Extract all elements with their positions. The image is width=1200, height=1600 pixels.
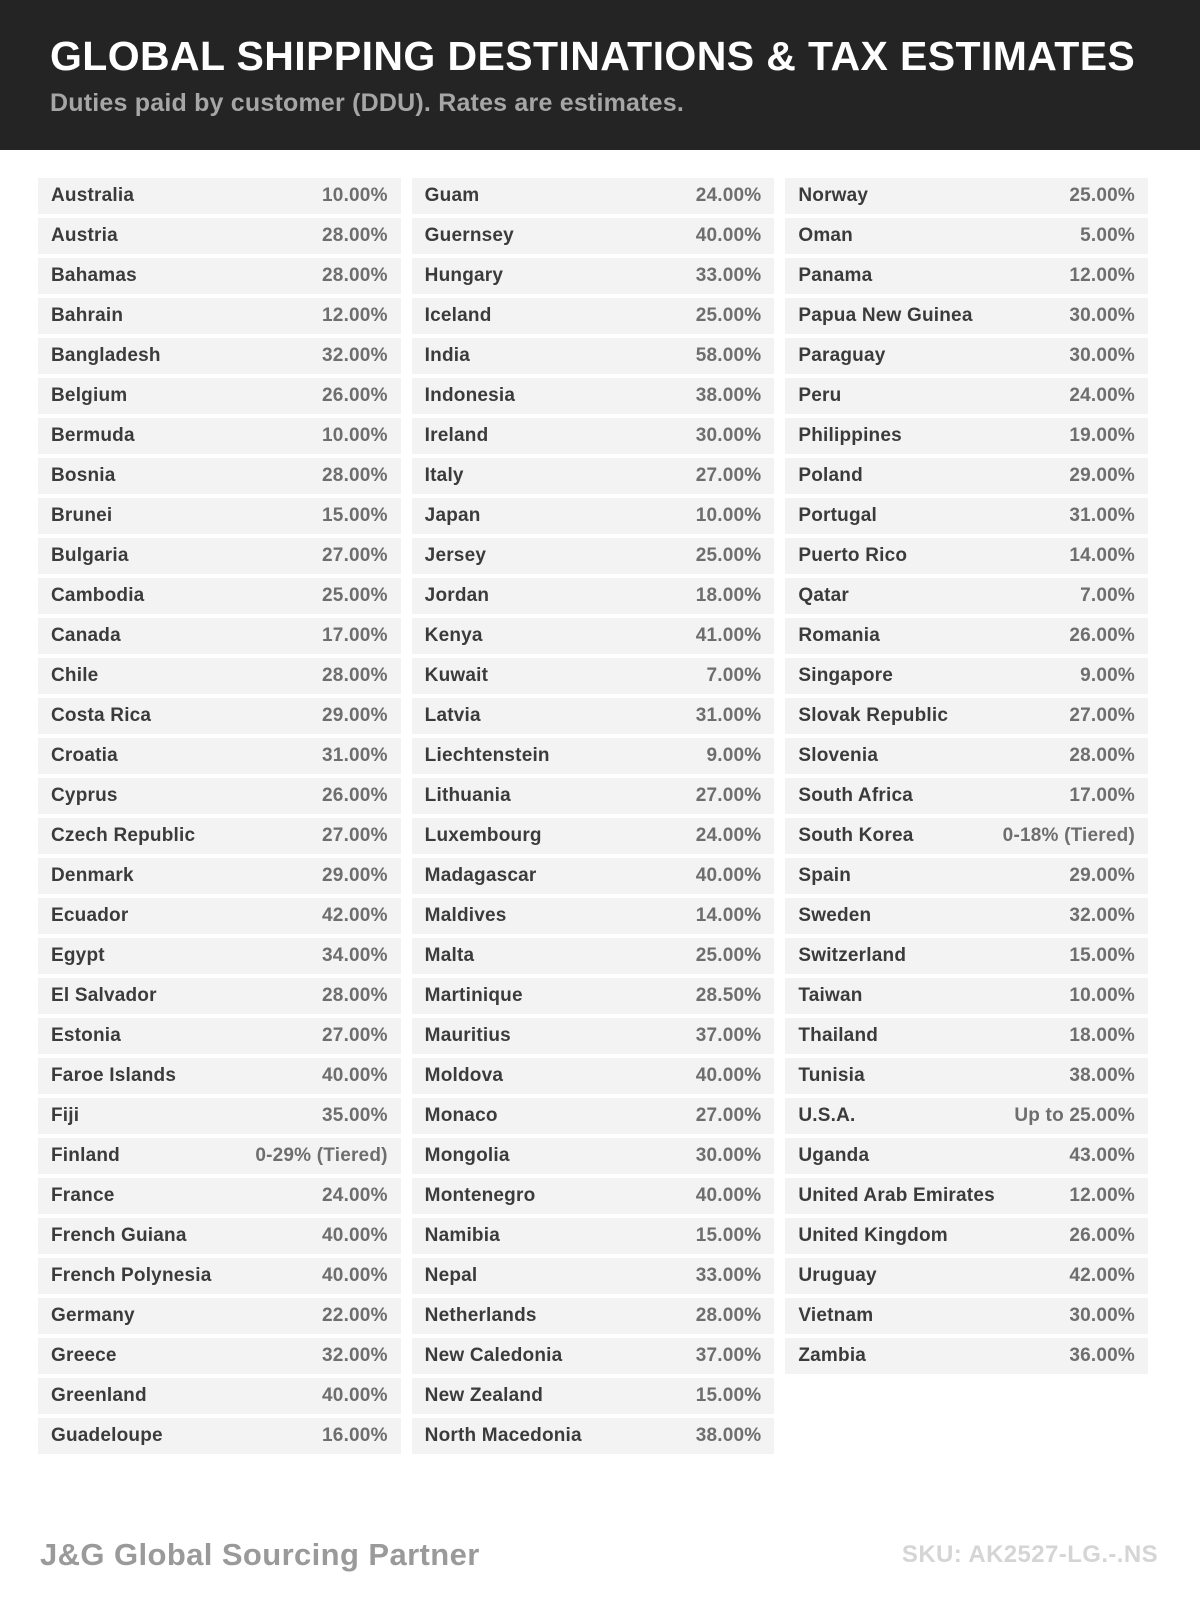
country-name: Fiji	[51, 1105, 80, 1126]
table-row	[38, 498, 401, 534]
table-row	[785, 1338, 1148, 1374]
page-subtitle: Duties paid by customer (DDU). Rates are estimates.	[50, 88, 685, 117]
table-row	[785, 1178, 1148, 1214]
table-row	[412, 658, 775, 694]
table-row	[38, 418, 401, 454]
tax-rate: 9.00%	[1080, 665, 1136, 686]
table-row	[412, 858, 775, 894]
country-name: Hungary	[424, 265, 504, 286]
tax-rate: 28.00%	[322, 665, 388, 686]
tax-rate: 14.00%	[695, 905, 762, 926]
tax-rate: 40.00%	[695, 225, 762, 246]
tax-rate: 9.00%	[706, 745, 762, 766]
tax-rate: 30.00%	[1069, 305, 1136, 326]
tax-rate: 14.00%	[1069, 545, 1136, 566]
tax-rate: 36.00%	[1069, 1345, 1136, 1366]
table-row	[412, 218, 775, 254]
table-row	[412, 498, 775, 534]
table-row	[412, 378, 775, 414]
country-name: Brunei	[51, 505, 113, 526]
country-name: Panama	[798, 265, 873, 286]
country-name: Namibia	[424, 1225, 500, 1246]
table-row	[412, 618, 775, 654]
table-row	[785, 1258, 1148, 1294]
table-row	[412, 1098, 775, 1134]
country-name: Mauritius	[424, 1025, 511, 1046]
table-row	[38, 258, 401, 294]
country-name: Denmark	[51, 865, 134, 886]
country-name: Kenya	[424, 625, 483, 646]
country-name: Ecuador	[51, 905, 129, 926]
country-name: Egypt	[51, 945, 105, 966]
country-name: Latvia	[424, 705, 481, 726]
table-row	[785, 218, 1148, 254]
country-name: Qatar	[798, 585, 849, 606]
table-row	[785, 378, 1148, 414]
table-column-1	[38, 178, 401, 1458]
country-name: Taiwan	[798, 985, 863, 1006]
tax-rate: 29.00%	[322, 865, 388, 886]
country-name: Portugal	[798, 505, 878, 526]
tax-rate: 17.00%	[1069, 785, 1136, 806]
country-name: Switzerland	[798, 945, 907, 966]
table-row	[785, 898, 1148, 934]
country-name: French Polynesia	[51, 1265, 212, 1286]
tax-rate: 32.00%	[322, 1345, 388, 1366]
table-row	[38, 458, 401, 494]
tax-rate: 15.00%	[695, 1225, 762, 1246]
country-name: Montenegro	[424, 1185, 536, 1206]
table-row	[785, 298, 1148, 334]
tax-rate: 15.00%	[322, 505, 388, 526]
table-row	[785, 418, 1148, 454]
table-row	[38, 578, 401, 614]
tax-rate: 38.00%	[695, 1425, 762, 1446]
country-name: Kuwait	[424, 665, 489, 686]
table-row	[412, 1378, 775, 1414]
tax-rate: 31.00%	[695, 705, 762, 726]
table-row	[38, 858, 401, 894]
table-row	[38, 298, 401, 334]
country-name: Mongolia	[424, 1145, 510, 1166]
brand-name: J&G Global Sourcing Partner	[40, 1537, 480, 1572]
tax-rate: 26.00%	[1069, 1225, 1136, 1246]
tax-rate: 27.00%	[322, 1025, 388, 1046]
tax-rate: 40.00%	[322, 1265, 388, 1286]
tax-rate: 30.00%	[695, 1145, 762, 1166]
tax-rate: 38.00%	[695, 385, 762, 406]
country-name: Estonia	[51, 1025, 122, 1046]
country-name: Bosnia	[51, 465, 116, 486]
table-row	[412, 458, 775, 494]
country-name: Indonesia	[424, 385, 516, 406]
tax-rate: 37.00%	[695, 1025, 762, 1046]
tax-rate: 28.00%	[322, 265, 388, 286]
table-row	[785, 978, 1148, 1014]
tax-rate: 26.00%	[1069, 625, 1136, 646]
country-name: United Kingdom	[798, 1225, 948, 1246]
table-row	[412, 698, 775, 734]
table-row	[412, 778, 775, 814]
table-row	[785, 818, 1148, 854]
tax-rate: 32.00%	[1069, 905, 1136, 926]
table-row	[785, 1138, 1148, 1174]
country-name: India	[424, 345, 471, 366]
table-row	[785, 858, 1148, 894]
tax-rate: 12.00%	[1069, 1185, 1136, 1206]
country-name: Cyprus	[51, 785, 118, 806]
tax-rate: 27.00%	[322, 545, 388, 566]
country-name: Faroe Islands	[51, 1065, 177, 1086]
country-name: Bermuda	[51, 425, 135, 446]
table-row	[785, 338, 1148, 374]
tax-rate: 5.00%	[1080, 225, 1136, 246]
country-name: Vietnam	[798, 1305, 874, 1326]
table-row	[412, 298, 775, 334]
tax-rate: 40.00%	[322, 1225, 388, 1246]
tax-rate: 18.00%	[1069, 1025, 1136, 1046]
tax-rate: 40.00%	[695, 1065, 762, 1086]
country-name: Philippines	[798, 425, 902, 446]
table-row	[785, 538, 1148, 574]
table-row	[38, 818, 401, 854]
tax-rate: 30.00%	[1069, 1305, 1136, 1326]
tax-rate: 28.00%	[1069, 745, 1136, 766]
tax-rate: 15.00%	[1069, 945, 1136, 966]
table-row	[785, 698, 1148, 734]
table-row	[38, 218, 401, 254]
tax-rate: 33.00%	[695, 265, 762, 286]
tax-rate: 40.00%	[695, 1185, 762, 1206]
country-name: Poland	[798, 465, 863, 486]
tax-rate: 25.00%	[695, 305, 762, 326]
tax-rate: 24.00%	[695, 825, 762, 846]
country-name: Malta	[424, 945, 475, 966]
table-row	[38, 1138, 401, 1174]
country-name: Italy	[424, 465, 464, 486]
country-name: United Arab Emirates	[798, 1185, 995, 1206]
table-row	[38, 1378, 401, 1414]
country-name: South Africa	[798, 785, 913, 806]
country-name: Puerto Rico	[798, 545, 908, 566]
table-row	[412, 578, 775, 614]
tax-rate: 40.00%	[322, 1065, 388, 1086]
tax-rate: 0-18% (Tiered)	[1002, 825, 1136, 846]
tax-rate: 27.00%	[695, 1105, 762, 1126]
table-row	[412, 898, 775, 934]
table-row	[412, 1218, 775, 1254]
tax-rate: 7.00%	[706, 665, 762, 686]
tax-rate: 10.00%	[322, 425, 388, 446]
tax-rate: 40.00%	[322, 1385, 388, 1406]
tax-rate: 18.00%	[695, 585, 762, 606]
country-name: Liechtenstein	[424, 745, 550, 766]
table-row	[412, 1138, 775, 1174]
table-row	[38, 618, 401, 654]
table-row	[38, 778, 401, 814]
country-name: Slovenia	[798, 745, 879, 766]
tax-rate: 30.00%	[695, 425, 762, 446]
tax-rate: 0-29% (Tiered)	[255, 1145, 388, 1166]
table-row	[38, 738, 401, 774]
tax-rate: 10.00%	[322, 185, 388, 206]
country-name: Chile	[51, 665, 99, 686]
tax-rate: 12.00%	[322, 305, 388, 326]
country-name: Germany	[51, 1305, 135, 1326]
tax-rate: 35.00%	[322, 1105, 388, 1126]
country-name: New Zealand	[424, 1385, 544, 1406]
tax-rate: 24.00%	[322, 1185, 388, 1206]
country-name: Canada	[51, 625, 121, 646]
country-name: Moldova	[424, 1065, 504, 1086]
table-row	[785, 498, 1148, 534]
tax-rate: 42.00%	[1069, 1265, 1136, 1286]
table-row	[412, 1258, 775, 1294]
table-row	[785, 1218, 1148, 1254]
tax-rate: 29.00%	[1069, 865, 1136, 886]
tax-rate: 25.00%	[1069, 185, 1136, 206]
table-row	[38, 378, 401, 414]
table-row	[785, 1098, 1148, 1134]
tax-rate: 28.00%	[322, 985, 388, 1006]
tax-rate: 42.00%	[322, 905, 388, 926]
table-row	[38, 1418, 401, 1454]
tax-rate: 29.00%	[1069, 465, 1136, 486]
table-row	[785, 618, 1148, 654]
table-row	[785, 778, 1148, 814]
table-row	[412, 178, 775, 214]
country-name: Zambia	[798, 1345, 867, 1366]
table-row	[38, 1018, 401, 1054]
country-name: Cambodia	[51, 585, 145, 606]
table-row	[412, 1018, 775, 1054]
table-row	[412, 1418, 775, 1454]
tax-rate: 26.00%	[322, 785, 388, 806]
country-name: Lithuania	[424, 785, 511, 806]
table-row	[785, 1058, 1148, 1094]
tax-rate: 58.00%	[695, 345, 762, 366]
table-row	[785, 458, 1148, 494]
table-row	[38, 338, 401, 374]
country-name: Finland	[51, 1145, 120, 1166]
tax-rate: 10.00%	[1069, 985, 1136, 1006]
table-row	[785, 938, 1148, 974]
table-row	[785, 658, 1148, 694]
country-name: Bangladesh	[51, 345, 161, 366]
table-row	[38, 658, 401, 694]
tax-rate: Up to 25.00%	[1014, 1105, 1136, 1126]
country-name: Slovak Republic	[798, 705, 949, 726]
country-name: Peru	[798, 385, 842, 406]
table-row	[412, 818, 775, 854]
table-row	[785, 1298, 1148, 1334]
shipping-rates-table	[38, 178, 1148, 1458]
country-name: Greece	[51, 1345, 117, 1366]
country-name: Tunisia	[798, 1065, 865, 1086]
country-name: Spain	[798, 865, 852, 886]
table-row	[412, 418, 775, 454]
table-row	[38, 898, 401, 934]
page-title: GLOBAL SHIPPING DESTINATIONS & TAX ESTIMATES	[50, 32, 1136, 79]
tax-rate: 43.00%	[1069, 1145, 1136, 1166]
country-name: Bahamas	[51, 265, 137, 286]
tax-rate: 28.50%	[695, 985, 762, 1006]
table-row	[38, 1178, 401, 1214]
country-name: Uganda	[798, 1145, 870, 1166]
table-row	[412, 338, 775, 374]
country-name: Netherlands	[424, 1305, 537, 1326]
tax-rate: 31.00%	[322, 745, 388, 766]
country-name: Guadeloupe	[51, 1425, 163, 1446]
table-row	[412, 1338, 775, 1374]
tax-rate: 7.00%	[1080, 585, 1136, 606]
table-row	[785, 738, 1148, 774]
country-name: Guam	[424, 185, 480, 206]
country-name: Guernsey	[424, 225, 514, 246]
table-row	[38, 1058, 401, 1094]
table-row	[785, 1018, 1148, 1054]
country-name: Costa Rica	[51, 705, 152, 726]
table-row	[785, 178, 1148, 214]
table-row	[38, 1258, 401, 1294]
country-name: Japan	[424, 505, 481, 526]
country-name: South Korea	[798, 825, 914, 846]
country-name: Jordan	[424, 585, 490, 606]
country-name: Australia	[51, 185, 135, 206]
table-row	[785, 578, 1148, 614]
country-name: Sweden	[798, 905, 872, 926]
table-row	[412, 1298, 775, 1334]
country-name: Maldives	[424, 905, 507, 926]
country-name: Singapore	[798, 665, 894, 686]
country-name: Croatia	[51, 745, 118, 766]
table-row	[785, 258, 1148, 294]
country-name: Uruguay	[798, 1265, 877, 1286]
tax-rate: 17.00%	[322, 625, 388, 646]
tax-rate: 37.00%	[695, 1345, 762, 1366]
country-name: North Macedonia	[424, 1425, 582, 1446]
country-name: French Guiana	[51, 1225, 187, 1246]
country-name: Thailand	[798, 1025, 879, 1046]
country-name: U.S.A.	[798, 1105, 856, 1126]
country-name: Bahrain	[51, 305, 124, 326]
country-name: Austria	[51, 225, 118, 246]
country-name: Jersey	[424, 545, 487, 566]
country-name: Paraguay	[798, 345, 886, 366]
country-name: Greenland	[51, 1385, 147, 1406]
tax-rate: 25.00%	[695, 945, 762, 966]
tax-rate: 34.00%	[322, 945, 388, 966]
country-name: Nepal	[424, 1265, 478, 1286]
country-name: Madagascar	[424, 865, 537, 886]
tax-rate: 24.00%	[1069, 385, 1136, 406]
tax-rate: 41.00%	[695, 625, 762, 646]
tax-rate: 12.00%	[1069, 265, 1136, 286]
tax-rate: 30.00%	[1069, 345, 1136, 366]
table-row	[38, 978, 401, 1014]
tax-rate: 25.00%	[695, 545, 762, 566]
country-name: Monaco	[424, 1105, 498, 1126]
tax-rate: 27.00%	[322, 825, 388, 846]
tax-rate: 16.00%	[322, 1425, 388, 1446]
table-column-2	[412, 178, 775, 1458]
tax-rate: 32.00%	[322, 345, 388, 366]
tax-rate: 25.00%	[322, 585, 388, 606]
tax-rate: 28.00%	[322, 465, 388, 486]
table-row	[38, 1298, 401, 1334]
country-name: France	[51, 1185, 115, 1206]
country-name: Romania	[798, 625, 880, 646]
country-name: Luxembourg	[424, 825, 542, 846]
country-name: New Caledonia	[424, 1345, 563, 1366]
table-row	[38, 178, 401, 214]
tax-rate: 33.00%	[695, 1265, 762, 1286]
tax-rate: 10.00%	[695, 505, 762, 526]
tax-rate: 27.00%	[1069, 705, 1136, 726]
header-banner	[0, 0, 1200, 150]
country-name: El Salvador	[51, 985, 157, 1006]
country-name: Martinique	[424, 985, 523, 1006]
table-row	[38, 698, 401, 734]
table-row	[412, 978, 775, 1014]
country-name: Norway	[798, 185, 869, 206]
tax-rate: 28.00%	[695, 1305, 762, 1326]
country-name: Belgium	[51, 385, 128, 406]
tax-rate: 40.00%	[695, 865, 762, 886]
table-column-3	[785, 178, 1148, 1378]
country-name: Oman	[798, 225, 853, 246]
table-row	[38, 1098, 401, 1134]
table-row	[412, 1058, 775, 1094]
tax-rate: 28.00%	[322, 225, 388, 246]
table-row	[412, 938, 775, 974]
table-row	[38, 938, 401, 974]
table-row	[412, 258, 775, 294]
country-name: Czech Republic	[51, 825, 196, 846]
tax-rate: 24.00%	[695, 185, 762, 206]
table-row	[38, 1218, 401, 1254]
tax-rate: 27.00%	[695, 465, 762, 486]
table-row	[38, 538, 401, 574]
tax-rate: 29.00%	[322, 705, 388, 726]
table-row	[38, 1338, 401, 1374]
tax-rate: 15.00%	[695, 1385, 762, 1406]
sku-label: SKU: AK2527-LG.-.NS	[901, 1541, 1158, 1568]
country-name: Ireland	[424, 425, 489, 446]
table-row	[412, 738, 775, 774]
table-row	[412, 1178, 775, 1214]
tax-rate: 27.00%	[695, 785, 762, 806]
table-row	[412, 538, 775, 574]
tax-rate: 26.00%	[322, 385, 388, 406]
country-name: Iceland	[424, 305, 492, 326]
country-name: Papua New Guinea	[798, 305, 973, 326]
tax-rate: 22.00%	[322, 1305, 388, 1326]
tax-rate: 38.00%	[1069, 1065, 1136, 1086]
tax-rate: 31.00%	[1069, 505, 1136, 526]
tax-rate: 19.00%	[1069, 425, 1136, 446]
country-name: Bulgaria	[51, 545, 129, 566]
